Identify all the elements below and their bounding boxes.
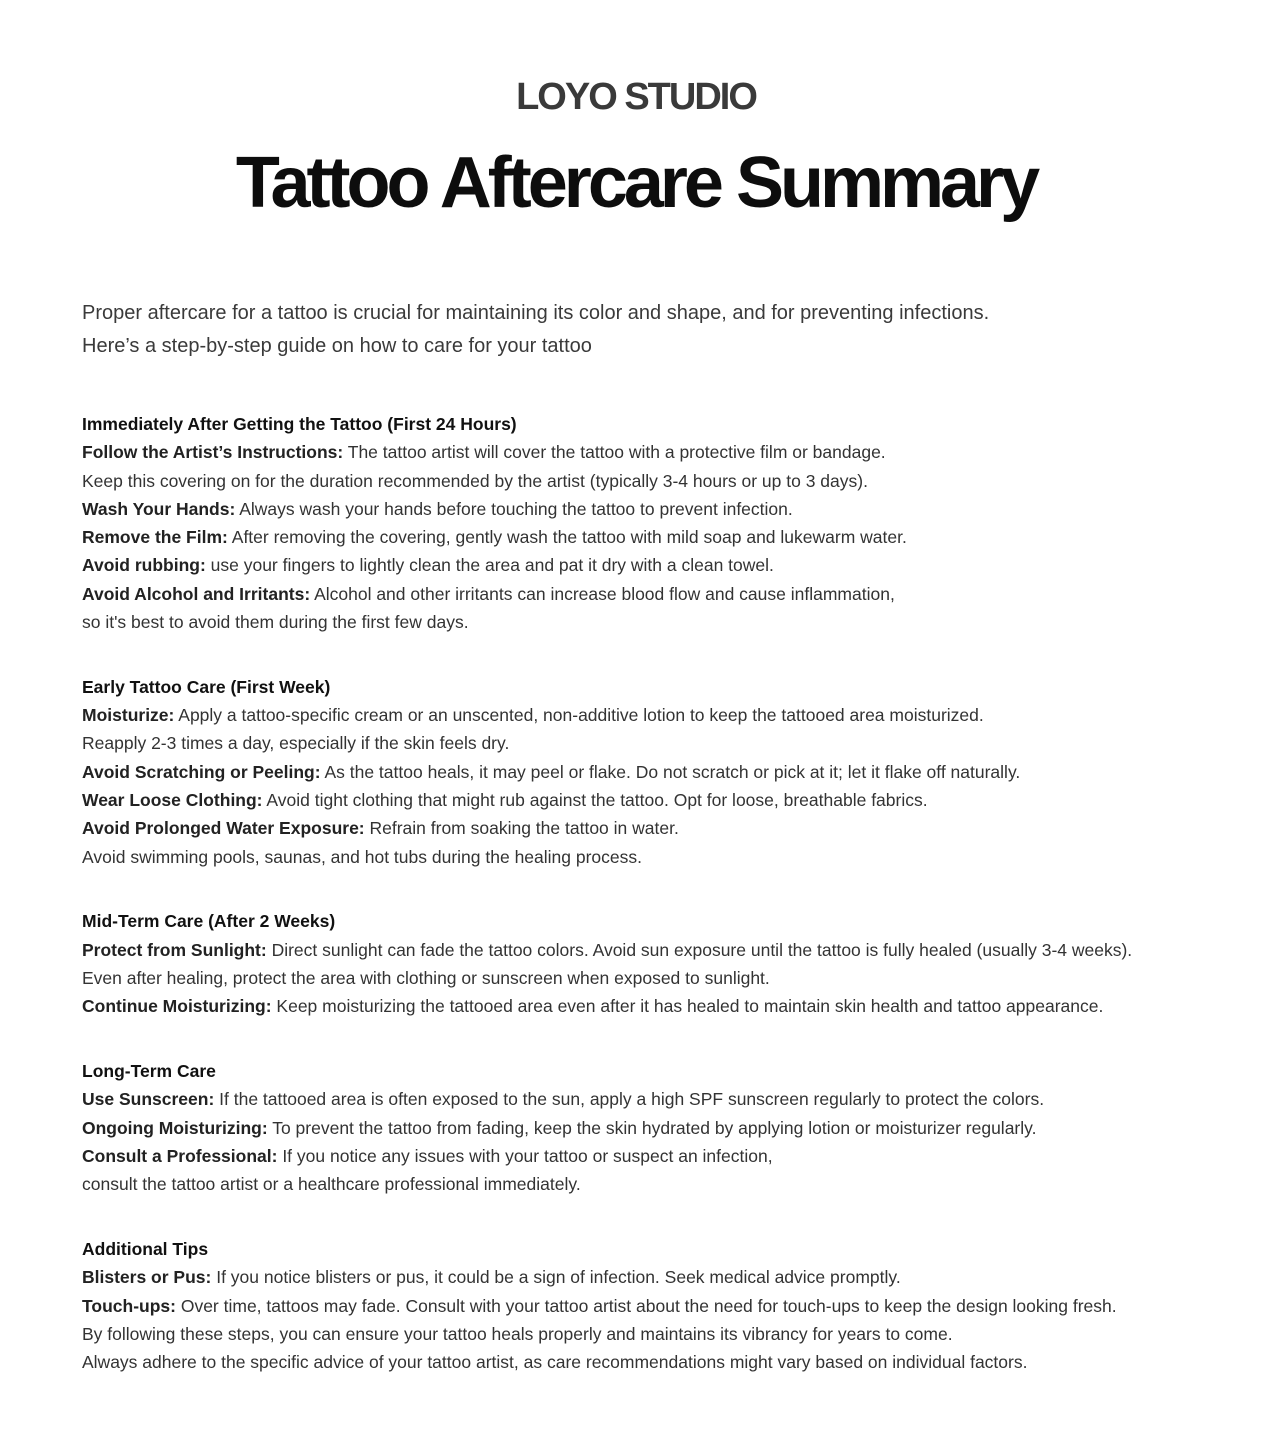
sections-container bbox=[82, 410, 1252, 1377]
line-label: Use Sunscreen: bbox=[82, 1089, 215, 1110]
line-text: If you notice blisters or pus, it could be a sign of infection. Seek medical advice promptly. bbox=[211, 1267, 901, 1288]
section-line bbox=[82, 580, 1252, 608]
line-text: To prevent the tattoo from fading, keep the skin hydrated by applying lotion or moisturizer regularly. bbox=[267, 1117, 1037, 1138]
line-label: Continue Moisturizing: bbox=[82, 996, 272, 1017]
intro-line: Proper aftercare for a tattoo is crucial for maintaining its color and shape, and for preventing infections. bbox=[82, 302, 990, 324]
section-line bbox=[82, 1170, 1252, 1198]
section bbox=[82, 1057, 1252, 1198]
line-text: By following these steps, you can ensure your tattoo heals properly and maintains its vibrancy for years to come. bbox=[82, 1324, 953, 1345]
line-text: Always wash your hands before touching the tattoo to prevent infection. bbox=[235, 498, 793, 519]
section-line bbox=[82, 814, 1252, 842]
line-text: If the tattooed area is often exposed to the sun, apply a high SPF sunscreen regularly to protect the colors. bbox=[214, 1089, 1045, 1110]
line-text: Reapply 2-3 times a day, especially if the skin feels dry. bbox=[82, 733, 510, 754]
section-title: Early Tattoo Care (First Week) bbox=[82, 676, 331, 697]
section-title: Immediately After Getting the Tattoo (First 24 Hours) bbox=[82, 414, 517, 434]
section-line bbox=[82, 1142, 1252, 1170]
line-text: Avoid tight clothing that might rub against the tattoo. Opt for loose, breathable fabrics. bbox=[262, 790, 928, 811]
line-label: Touch-ups: bbox=[82, 1295, 176, 1316]
section-line bbox=[82, 936, 1252, 964]
page-title: Tattoo Aftercare Summary bbox=[235, 143, 1037, 223]
line-label: Avoid Prolonged Water Exposure: bbox=[82, 818, 365, 839]
document-body bbox=[82, 297, 1252, 1413]
line-label: Wear Loose Clothing: bbox=[82, 790, 263, 811]
section-title: Long-Term Care bbox=[82, 1061, 216, 1082]
line-text: Apply a tattoo-specific cream or an unscented, non-additive lotion to keep the tattooed area moisturized. bbox=[174, 705, 984, 726]
line-text: After removing the covering, gently wash the tattoo with mild soap and lukewarm water. bbox=[227, 527, 907, 548]
line-label: Avoid Alcohol and Irritants: bbox=[82, 583, 311, 604]
line-label: Follow the Artist’s Instructions: bbox=[82, 442, 344, 463]
section-line bbox=[82, 495, 1252, 523]
section-line bbox=[82, 608, 1252, 636]
line-text: Over time, tattoos may fade. Consult with your tattoo artist about the need for touch-ups to keep the design looking fresh. bbox=[175, 1295, 1117, 1316]
line-text: consult the tattoo artist or a healthcare professional immediately. bbox=[82, 1174, 581, 1195]
line-text: Even after healing, protect the area with clothing or sunscreen when exposed to sunlight. bbox=[82, 968, 770, 989]
line-label: Protect from Sunlight: bbox=[82, 939, 267, 960]
section-line bbox=[82, 758, 1252, 786]
line-text: Refrain from soaking the tattoo in water. bbox=[364, 818, 679, 839]
section-line bbox=[82, 1263, 1252, 1291]
studio-name: LOYO STUDIO bbox=[516, 76, 756, 118]
section-line bbox=[82, 964, 1252, 992]
section-line bbox=[82, 992, 1252, 1020]
line-label: Moisturize: bbox=[82, 705, 175, 726]
line-text: use your fingers to lightly clean the area and pat it dry with a clean towel. bbox=[205, 555, 774, 576]
line-label: Avoid Scratching or Peeling: bbox=[82, 761, 321, 782]
line-text: so it's best to avoid them during the first few days. bbox=[82, 612, 469, 633]
section-line bbox=[82, 523, 1252, 551]
line-text: Avoid swimming pools, saunas, and hot tubs during the healing process. bbox=[82, 846, 643, 867]
line-text: Keep this covering on for the duration recommended by the artist (typically 3-4 hours or up to 3 days). bbox=[82, 470, 868, 491]
line-text: Direct sunlight can fade the tattoo colors. Avoid sun exposure until the tattoo is fully healed (usually 3-4 weeks). bbox=[266, 939, 1133, 960]
line-text: The tattoo artist will cover the tattoo with a protective film or bandage. bbox=[343, 442, 886, 463]
section-line bbox=[82, 467, 1252, 495]
section-line bbox=[82, 843, 1252, 871]
section-line bbox=[82, 786, 1252, 814]
line-text: Alcohol and other irritants can increase blood flow and cause inflammation, bbox=[310, 583, 895, 604]
section-line bbox=[82, 1292, 1252, 1320]
section bbox=[82, 673, 1252, 871]
section-line bbox=[82, 701, 1252, 729]
section-line bbox=[82, 1320, 1252, 1348]
section bbox=[82, 907, 1252, 1020]
line-label: Ongoing Moisturizing: bbox=[82, 1117, 268, 1138]
section-line bbox=[82, 729, 1252, 757]
line-label: Avoid rubbing: bbox=[82, 555, 206, 576]
section-line bbox=[82, 1085, 1252, 1113]
section bbox=[82, 1235, 1252, 1376]
section-title: Additional Tips bbox=[82, 1239, 209, 1260]
intro-line: Here’s a step-by-step guide on how to care for your tattoo bbox=[82, 334, 592, 357]
line-label: Consult a Professional: bbox=[82, 1146, 278, 1167]
section-title: Mid-Term Care (After 2 Weeks) bbox=[82, 911, 336, 932]
section-line bbox=[82, 1114, 1252, 1142]
line-label: Blisters or Pus: bbox=[82, 1267, 212, 1288]
section-line bbox=[82, 438, 1252, 466]
section-line bbox=[82, 551, 1252, 579]
section-line bbox=[82, 1348, 1252, 1376]
intro-paragraph bbox=[82, 297, 1252, 362]
section bbox=[82, 410, 1252, 636]
line-text: If you notice any issues with your tattoo or suspect an infection, bbox=[277, 1146, 773, 1167]
line-label: Remove the Film: bbox=[82, 527, 228, 548]
line-text: As the tattoo heals, it may peel or flake. Do not scratch or pick at it; let it flake off naturally. bbox=[320, 761, 1021, 782]
line-text: Keep moisturizing the tattooed area even after it has healed to maintain skin health and tattoo appearance. bbox=[271, 996, 1104, 1017]
line-label: Wash Your Hands: bbox=[82, 498, 236, 519]
line-text: Always adhere to the specific advice of your tattoo artist, as care recommendations might vary based on individual factors. bbox=[82, 1352, 1028, 1373]
